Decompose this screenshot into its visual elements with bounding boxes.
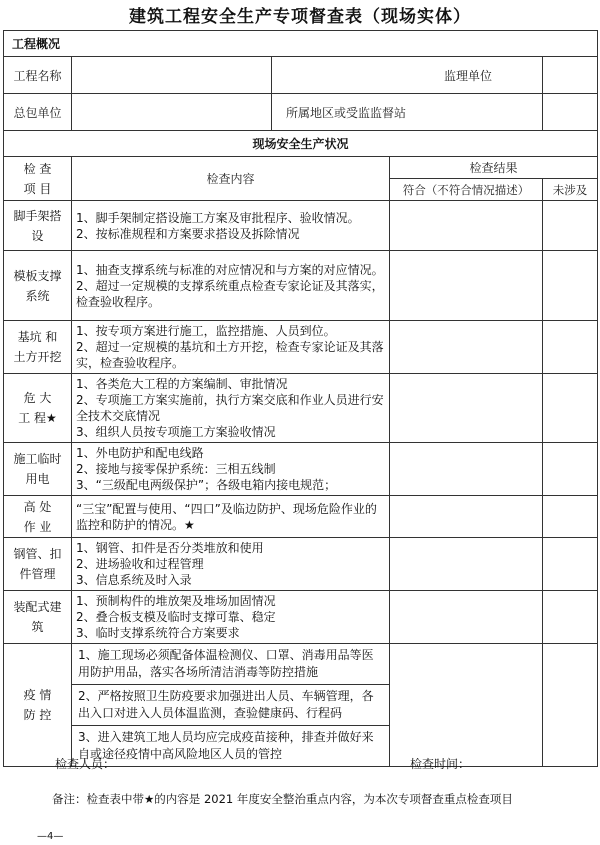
supervisor-label: 监理单位 [272,57,543,94]
result-conform-cell[interactable] [390,538,543,591]
check-item: 1、按专项方案进行施工，监控措施、人员到位。 [76,324,336,338]
check-item: 3、信息系统及时入录 [76,573,192,587]
contractor-label: 总包单位 [4,94,72,131]
result-na-cell[interactable] [543,374,598,443]
check-item: 2、按标准规程和方案要求搭设及拆除情况 [76,226,300,241]
result-na-cell[interactable] [543,538,598,591]
table-row [4,201,598,251]
check-item: 1、钢管、扣件是否分类堆放和使用 [76,541,264,555]
column-item: 检 查 项 目 [4,157,72,201]
inspection-table [3,30,598,767]
column-result: 检查结果 [390,157,598,179]
row-items [72,538,390,591]
row-category: 模板支撑 系统 [4,251,72,321]
check-item: 2、专项施工方案实施前，执行方案交底和作业人员进行安全技术交底情况 [76,393,384,423]
column-na: 未涉及 [543,179,598,201]
result-conform-cell[interactable] [390,591,543,644]
row-category: 脚手架搭 设 [4,201,72,251]
row-category: 疫 情 防 控 [4,644,72,767]
row-category: 装配式建 筑 [4,591,72,644]
check-item: 1、各类危大工程的方案编制、审批情况 [76,377,288,391]
table-row [4,374,598,443]
check-item: 2、叠合板支模及临时支撑可靠、稳定 [76,610,276,624]
table-row [4,496,598,538]
row-category: 危 大 工 程★ [4,374,72,443]
row-items [72,321,390,374]
row-category: 施工临时 用电 [4,443,72,496]
inspector-label: 检查人员： [55,757,116,771]
result-na-cell[interactable] [543,321,598,374]
result-conform-cell[interactable] [390,321,543,374]
station-label: 所属地区或受监监督站 [272,94,543,131]
row-items [72,251,390,321]
row-category: 钢管、扣 件管理 [4,538,72,591]
check-item: “三宝”配置与使用、“四口”及临边防护、现场危险作业的监控和防护的情况。★ [76,501,377,532]
table-row [4,591,598,644]
row-items [72,644,390,767]
project-name-field[interactable] [72,57,272,94]
row-items [72,443,390,496]
result-na-cell[interactable] [543,251,598,321]
result-na-cell[interactable] [543,443,598,496]
row-items [72,496,390,538]
result-conform-cell[interactable] [390,644,543,767]
overview-heading: 工程概况 [4,31,598,57]
check-item: 2、严格按照卫生防疫要求加强进出人员、车辆管理，各出入口对进入人员体温监测，查验健康码、行程码 [72,685,389,726]
page-title: 建筑工程安全生产专项督查表（现场实体） [129,7,471,27]
supervisor-field[interactable] [543,57,598,94]
table-row [4,251,598,321]
result-conform-cell[interactable] [390,443,543,496]
column-content: 检查内容 [72,157,390,201]
row-items [72,591,390,644]
footnote: 备注：检查表中带★的内容是 2021 年度安全整治重点内容，为本次专项督查重点检查项目 [52,792,513,806]
check-item: 3、临时支撑系统符合方案要求 [76,626,240,640]
column-conform: 符合（不符合情况描述） [390,179,543,201]
check-item: 1、脚手架制定搭设施工方案及审批程序、验收情况。 [76,210,360,225]
contractor-field[interactable] [72,94,272,131]
station-field[interactable] [543,94,598,131]
result-conform-cell[interactable] [390,374,543,443]
check-item: 2、接地与接零保护系统：三相五线制 [76,462,276,476]
check-item: 2、超过一定规模的支撑系统重点检查专家论证及其落实，检查验收程序。 [76,278,384,309]
result-na-cell[interactable] [543,591,598,644]
table-row [4,644,598,767]
result-conform-cell[interactable] [390,251,543,321]
check-item: 2、超过一定规模的基坑和土方开挖，检查专家论证及其落实，检查验收程序。 [76,340,384,370]
row-items [72,374,390,443]
project-name-label: 工程名称 [4,57,72,94]
result-na-cell[interactable] [543,644,598,767]
row-category: 高 处 作 业 [4,496,72,538]
check-item: 3、“三级配电两级保护”；各级电箱内接电规范； [76,478,337,492]
time-label: 检查时间： [410,757,471,771]
table-row [4,538,598,591]
status-heading: 现场安全生产状况 [4,131,598,157]
result-conform-cell[interactable] [390,496,543,538]
row-category: 基坑 和 土方开挖 [4,321,72,374]
row-items [72,201,390,251]
table-row [4,443,598,496]
check-item: 1、施工现场必须配备体温检测仪、口罩、消毒用品等医用防护用品，落实各场所清洁消毒等防控措施 [72,644,389,685]
result-conform-cell[interactable] [390,201,543,251]
check-item: 1、抽查支撑系统与标准的对应情况和与方案的对应情况。 [76,262,384,277]
result-na-cell[interactable] [543,496,598,538]
page-number: —4— [37,831,64,842]
check-item: 3、组织人员按专项施工方案验收情况 [76,425,276,439]
table-row [4,321,598,374]
result-na-cell[interactable] [543,201,598,251]
check-item: 2、进场验收和过程管理 [76,557,204,571]
check-item: 1、预制构件的堆放架及堆场加固情况 [76,594,276,608]
check-item: 1、外电防护和配电线路 [76,446,204,460]
check-item: 3、进入建筑工地人员均应完成疫苗接种，排查并做好来自或途径疫情中高风险地区人员的管控 [78,730,374,761]
